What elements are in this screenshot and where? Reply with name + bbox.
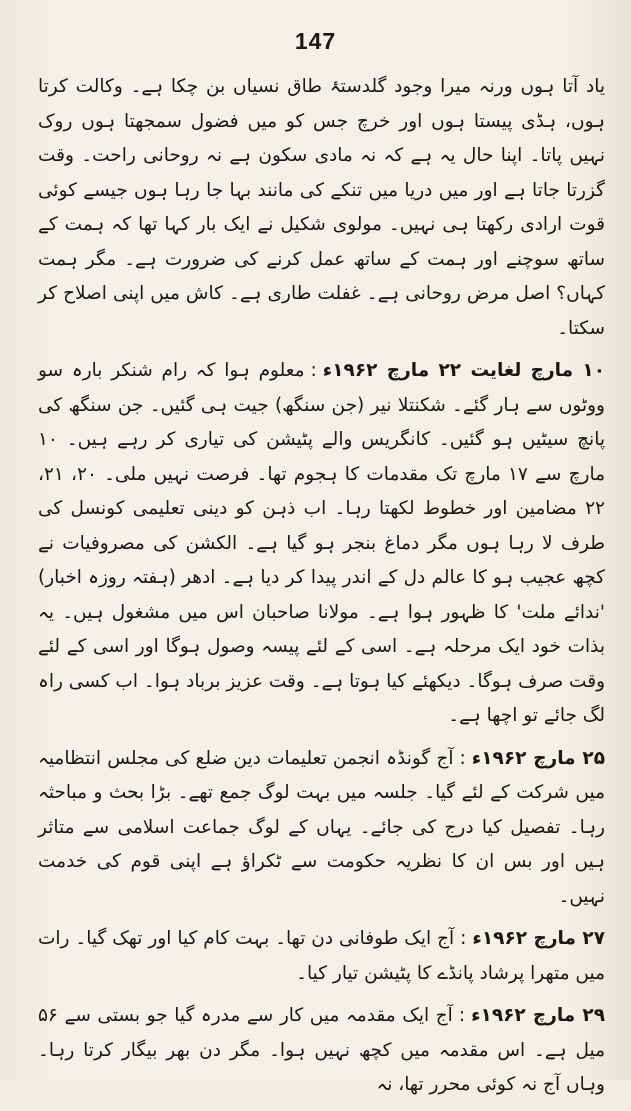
entry-text: آج گونڈہ انجمن تعلیمات دین ضلع کی مجلس انتظامیہ میں شرکت کے لئے گیا۔ جلسہ میں بہت لوگ جمع تھے۔ بڑا بحث و مباحثہ رہا۔ تفصیل کیا درج کی جائے۔ یہاں کے لوگ جماعت اسلامی سے متاثر ہیں اور بس ان کا نظریہ حکومت سے ٹکراؤ ہے اپنی قوم کی خدمت نہیں۔: [38, 747, 605, 907]
entry-date: ۲۷ مارچ ۱۹۶۲ء: [472, 928, 605, 949]
diary-entry-march-25: [38, 742, 605, 915]
entry-date: ۲۵ مارچ ۱۹۶۲ء: [471, 747, 605, 769]
entry-text: معلوم ہوا کہ رام شنکر بارہ سو ووٹوں سے ہار گئے۔ شکنتلا نیر (جن سنگھ) جیت ہی گئیں۔ جن سنگھ کی پانچ سیٹیں ہو گئیں۔ کانگریس والے پٹیشن کی تیاری کر رہے ہیں۔ ۱۰ مارچ سے ۱۷ مارچ تک مقدمات کا ہجوم تھا۔ فرصت نہیں ملی۔ ۲۰، ۲۱، ۲۲ مضامین اور خطوط لکھتا رہا۔ اب ذہن کو دینی تعلیمی کونسل کی طرف لا رہا ہوں مگر دماغ بنجر ہو گیا ہے۔ الکشن کی مصروفیات نے کچھ عجیب ہو کا عالم دل کے اندر پیدا کر دیا ہے۔ ادھر (ہفتہ روزہ اخبار) 'ندائے ملت' کا ظہور ہوا ہے۔ مولانا صاحبان اس میں مشغول ہیں۔ یہ بذات خود ایک مرحلہ ہے۔ اسی کے لئے پیسہ وصول ہوگا اور اسی کے لئے وقت صرف ہوگا۔ دیکھئے کیا ہوتا ہے۔ وقت عزیز برباد ہوا۔ اب کسی راہ لگ جائے تو اچھا ہے۔: [38, 360, 605, 726]
entry-text: آج ایک مقدمہ میں کار سے مدرہ گیا جو بستی سے ۵۶ میل ہے۔ اس مقدمہ میں کچھ نہیں ہوا۔ مگر دن بھر بیگار کرتا رہا۔ وہاں آج نہ کوئی محرر تھا، نہ: [38, 1005, 605, 1095]
date-separator: :: [458, 1005, 466, 1026]
entry-text: آج ایک طوفانی دن تھا۔ بہت کام کیا اور تھک گیا۔ رات میں متھرا پرشاد پانڈے کا پٹیشن تیار کیا۔: [38, 928, 605, 984]
date-separator: :: [460, 928, 467, 949]
page-body: [38, 70, 605, 1111]
date-separator: :: [310, 360, 317, 381]
page-number: 147: [294, 28, 337, 54]
diary-entry-march-27: [38, 922, 605, 991]
diary-entry-march-29: [38, 999, 605, 1103]
entry-date: ۱۰ مارچ لغایت ۲۲ مارچ ۱۹۶۲ء: [322, 360, 606, 381]
diary-entry-march-10-22: [38, 354, 605, 734]
date-separator: :: [459, 747, 466, 769]
paragraph-intro: [38, 70, 605, 346]
entry-date: ۲۹ مارچ ۱۹۶۲ء: [471, 1005, 605, 1026]
paragraph-text: یاد آتا ہوں ورنہ میرا وجود گلدستۂ طاق نسیاں بن چکا ہے۔ وکالت کرتا ہوں، ہڈی پیستا ہوں اور خرچ جس کو میں فضول سمجھتا ہوں روک نہیں پاتا۔ اپنا حال یہ ہے کہ نہ مادی سکون ہے نہ روحانی راحت۔ وقت گزرتا جاتا ہے اور میں دریا میں تنکے کی مانند بہا جا رہا ہوں جیسے کوئی قوت ارادی رکھتا ہی نہیں۔ مولوی شکیل نے ایک بار کہا تھا کہ ہمت کے ساتھ سوچنے اور ہمت کے ساتھ عمل کرنے کی ضرورت ہے۔ مگر ہمت کہاں؟ اصل مرض روحانی ہے۔ غفلت طاری ہے۔ کاش میں اپنی اصلاح کر سکتا۔: [38, 76, 605, 339]
